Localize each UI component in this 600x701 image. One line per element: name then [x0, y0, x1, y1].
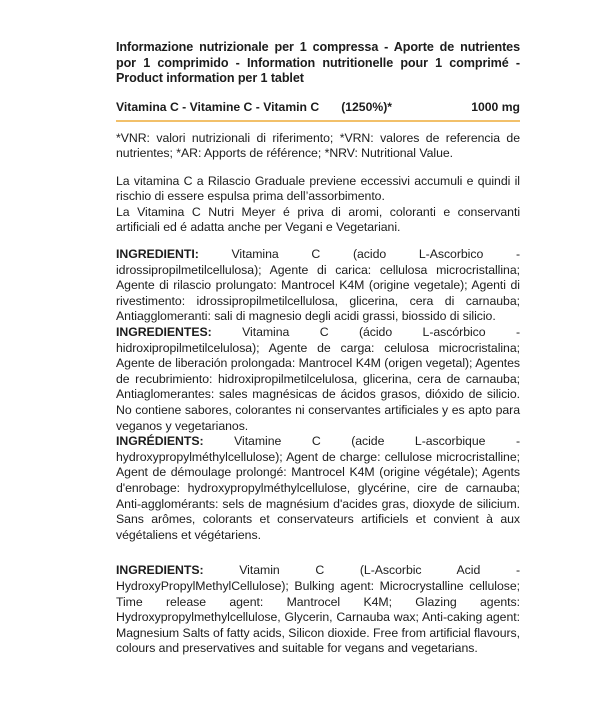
ingredients-italian-title: INGREDIENTI:: [116, 247, 199, 262]
ingredients-english-text: Vitamin C (L-Ascorbic Acid - HydroxyPropylMethylCellulose); Bulking agent: Microcrystalline cellulose; Time release agent: Mantrocel K4M; Glazing agents: Hydroxypropylmethylcellulose, Glycerin, Carnauba wax; Anti-caking agent: Magnesium Salts of fatty acids, Silicon dioxide. Free from artificial flavours, colours and preservatives and suitable for vegans and vegetarians.: [116, 563, 520, 656]
ingredients-spanish: [116, 325, 520, 434]
ingredients-spanish-title: INGREDIENTES:: [116, 325, 212, 340]
ingredients-italian: [116, 247, 520, 325]
ingredients-spanish-text: Vitamina C (ácido L-ascórbico - hidroxipropilmetilcelulosa); Agente de carga: celulosa microcristalina; Agente de liberación prolongada: Mantrocel K4M (origen vegetal); Agentes de recubrimiento: hidroxipropilmetilcelulosa, glicerina, cera de carnauba; Antiaglomerantes: sales magnésicas de ácidos grasos, dióxido de silicio. No contiene sabores, colorantes ni conservantes artificiales y es apto para veganos y vegetarianos.: [116, 325, 520, 433]
reference-values-note: *VNR: valori nutrizionali di riferimento; *VRN: valores de referencia de nutrientes; *AR: Apports de référence; *NRV: Nutritional Value.: [116, 130, 520, 161]
ingredients-block: [116, 247, 520, 543]
nutrient-percent: (1250%)*: [341, 99, 392, 114]
ingredients-italian-text: Vitamina C (acido L-Ascorbico - idrossipropilmetilcellulosa); Agente di carica: cellulosa microcristallina; Agente di rilascio prolungato: Mantrocel K4M (origine vegetale); Agenti di rivestimento: idrossipropilmetilcellulosa, glicerina, cera di carnauba; Antiagglomeranti: sali di magnesio degli acidi grassi, biossido di silicio.: [116, 247, 520, 324]
description-release: La vitamina C a Rilascio Graduale previene eccessivi accumuli e quindi il rischio di essere espulsa prima dell’assorbimento.: [116, 173, 520, 204]
ingredients-english: [116, 563, 520, 657]
ingredients-french-title: INGRÉDIENTS:: [116, 434, 204, 449]
nutrient-amount: 1000 mg: [471, 99, 520, 114]
product-description: [116, 174, 520, 236]
ingredients-english-title: INGREDIENTS:: [116, 563, 204, 578]
ingredients-french: [116, 434, 520, 543]
nutrition-header: Informazione nutrizionale per 1 compressa - Aporte de nutrientes por 1 comprimido - Information nutritionelle pour 1 comprimé - Product information per 1 tablet: [116, 40, 520, 85]
nutrient-row-vitamin-c: [116, 99, 520, 122]
description-free-from: La Vitamina C Nutri Meyer é priva di aromi, coloranti e conservanti artificiali ed é adatta anche per Vegani e Vegetariani.: [116, 204, 520, 235]
nutrition-label: [116, 40, 520, 657]
ingredients-french-text: Vitamine C (acide L-ascorbique - hydroxypropylméthylcellulose); Agent de charge: cellulose microcristalline; Agent de démoulage prolongé: Mantrocel K4M (origine végétale); Agents d'enrobage: hydroxypropylméthylcellulose, glycérine, cire de carnauba; Anti-agglomérants: sels de magnésium d'acides gras, dioxyde de silicium. Sans arômes, colorants et conservateurs artificiels et convient à aux végétaliens et végétariens.: [116, 434, 520, 542]
nutrient-name: Vitamina C - Vitamine C - Vitamin C: [116, 99, 320, 114]
